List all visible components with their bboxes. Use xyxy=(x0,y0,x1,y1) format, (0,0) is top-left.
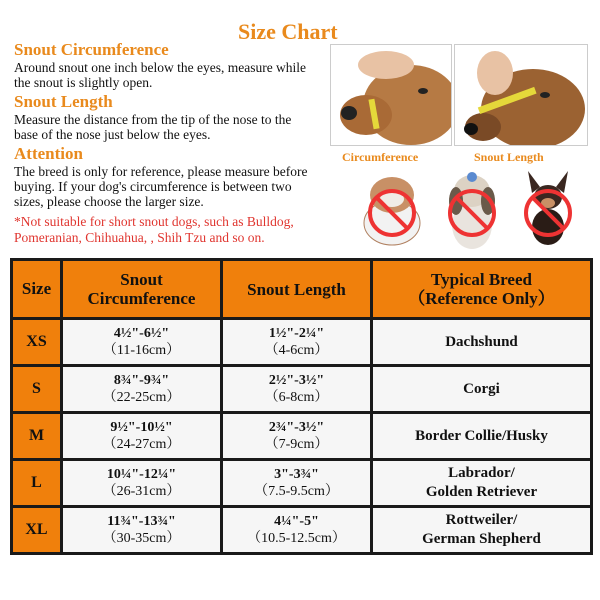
table-row xyxy=(12,460,592,507)
circ-cm: （22-25cm） xyxy=(102,390,181,405)
circ-inches: 4½"-6½" xyxy=(113,326,170,341)
header-snout-length: Snout Length xyxy=(222,260,372,319)
snout-length-caption: Snout Length xyxy=(474,150,544,164)
row-breed xyxy=(372,366,592,413)
breed-line1: Dachshund xyxy=(445,333,518,350)
header-snout-circumference xyxy=(62,260,222,319)
chihuahua-not-suitable xyxy=(512,165,584,251)
row-size: S xyxy=(12,366,62,413)
row-circumference xyxy=(62,366,222,413)
row-circumference xyxy=(62,507,222,554)
row-circumference xyxy=(62,413,222,460)
len-cm: （4-6cm） xyxy=(264,343,329,358)
row-length xyxy=(222,366,372,413)
len-inches: 1½"-2¼" xyxy=(268,326,325,341)
row-length xyxy=(222,319,372,366)
len-inches: 2¾"-3½" xyxy=(268,420,325,435)
snout-length-heading: Snout Length xyxy=(14,92,113,111)
table-header-row xyxy=(12,260,592,319)
circ-inches: 11¾"-13¾" xyxy=(107,514,176,529)
dog-snout-length-image xyxy=(455,45,587,145)
snout-length-text: Measure the distance from the tip of the nose to the base of the nose just below the eyes. xyxy=(14,112,292,142)
row-breed xyxy=(372,413,592,460)
len-cm: （6-8cm） xyxy=(264,390,329,405)
row-breed xyxy=(372,507,592,554)
snout-length-photo xyxy=(454,44,588,146)
header-breed-line2: （Reference Only） xyxy=(408,289,555,308)
breed-line2: Golden Retriever xyxy=(425,484,538,500)
circ-inches: 8¾"-9¾" xyxy=(113,373,170,388)
row-length xyxy=(222,460,372,507)
circ-cm: （24-27cm） xyxy=(102,437,181,452)
row-length xyxy=(222,413,372,460)
breed-line1: Corgi xyxy=(463,380,500,397)
header-breed-line1: Typical Breed xyxy=(431,270,532,289)
row-size: M xyxy=(12,413,62,460)
breed-line2: German Shepherd xyxy=(422,531,541,547)
circumference-caption: Circumference xyxy=(342,150,419,164)
header-size: Size xyxy=(12,260,62,319)
len-inches: 3"-3¾" xyxy=(274,467,319,482)
shih-tzu-not-suitable xyxy=(436,165,508,251)
attention-heading: Attention xyxy=(14,144,83,163)
len-cm: （7.5-9.5cm） xyxy=(254,484,339,499)
circ-cm: （30-35cm） xyxy=(102,531,181,546)
circ-cm: （26-31cm） xyxy=(102,484,181,499)
bulldog-not-suitable xyxy=(356,165,428,251)
breed-line1: Labrador/ xyxy=(448,465,515,481)
page-title: Size Chart xyxy=(238,19,338,44)
circ-inches: 10¼"-12¼" xyxy=(106,467,177,482)
len-cm: （7-9cm） xyxy=(264,437,329,452)
size-table xyxy=(10,258,593,555)
circumference-photo xyxy=(330,44,452,146)
circ-cm: （11-16cm） xyxy=(102,343,181,358)
snout-circumference-text: Around snout one inch below the eyes, measure while the snout is slightly open. xyxy=(14,60,307,90)
breed-line1: Rottweiler/ xyxy=(445,512,518,528)
header-circ-line1: Snout xyxy=(120,270,163,289)
breed-line1: Border Collie/Husky xyxy=(415,427,548,444)
row-circumference xyxy=(62,460,222,507)
dog-muzzle-circumference-image xyxy=(331,45,451,145)
len-inches: 4¼"-5" xyxy=(274,514,319,529)
len-cm: （10.5-12.5cm） xyxy=(247,531,346,546)
table-row xyxy=(12,413,592,460)
row-breed xyxy=(372,319,592,366)
row-size: XS xyxy=(12,319,62,366)
row-size: XL xyxy=(12,507,62,554)
header-typical-breed xyxy=(372,260,592,319)
snout-circumference-heading: Snout Circumference xyxy=(14,40,169,59)
short-snout-warning: *Not suitable for short snout dogs, such as Bulldog, Pomeranian, Chihuahua, , Shih Tzu and so on. xyxy=(14,214,294,245)
table-row xyxy=(12,507,592,554)
header-circ-line2: Circumference xyxy=(87,289,196,308)
len-inches: 2½"-3½" xyxy=(268,373,325,388)
row-breed xyxy=(372,460,592,507)
table-row xyxy=(12,366,592,413)
row-circumference xyxy=(62,319,222,366)
row-size: L xyxy=(12,460,62,507)
row-length xyxy=(222,507,372,554)
table-row xyxy=(12,319,592,366)
circ-inches: 9½"-10½" xyxy=(110,420,173,435)
attention-text: The breed is only for reference, please measure before buying. If your dog's circumference is between two sizes, please choose the larger size. xyxy=(14,164,308,209)
